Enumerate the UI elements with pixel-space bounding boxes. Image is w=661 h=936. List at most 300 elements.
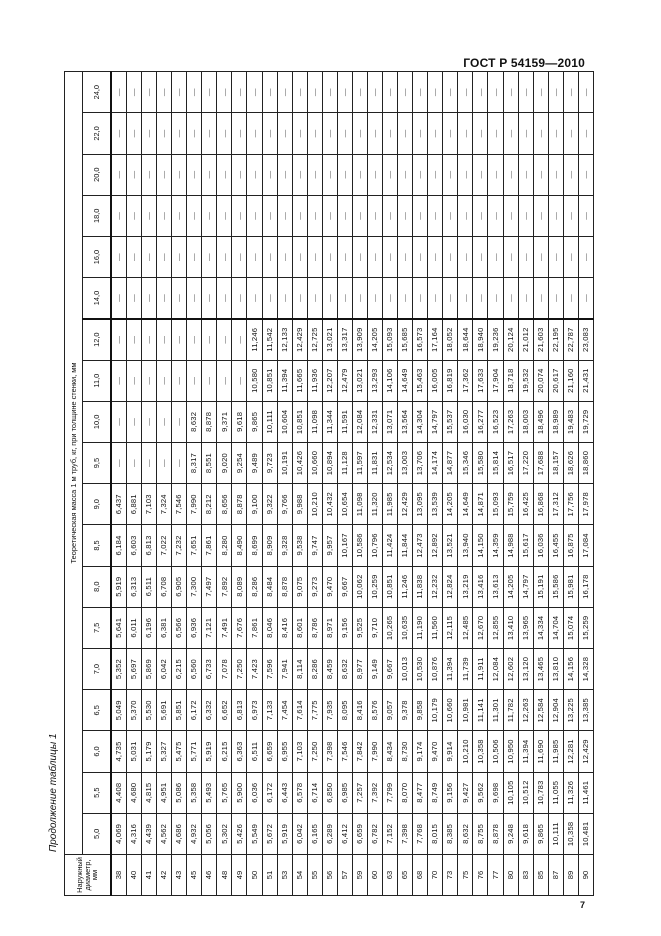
mass-cell: 7,861 bbox=[202, 525, 217, 566]
mass-cell: 5,056 bbox=[202, 813, 217, 854]
mass-cell: 9,562 bbox=[473, 772, 488, 813]
mass-cell: — bbox=[383, 154, 398, 195]
mass-cell: — bbox=[458, 278, 473, 319]
mass-cell: 10,660 bbox=[443, 690, 458, 731]
mass-cell: — bbox=[247, 236, 262, 277]
mass-cell: 9,698 bbox=[488, 772, 503, 813]
mass-cell: 17,312 bbox=[548, 484, 563, 525]
mass-cell: 9,470 bbox=[428, 731, 443, 772]
mass-cell: 21,603 bbox=[533, 319, 548, 360]
mass-cell: 17,756 bbox=[563, 484, 578, 525]
mass-cell: 6,511 bbox=[247, 731, 262, 772]
mass-cell: — bbox=[126, 442, 141, 483]
mass-cell: — bbox=[428, 154, 443, 195]
mass-cell: 7,022 bbox=[157, 525, 172, 566]
mass-cell: 14,106 bbox=[383, 360, 398, 401]
mass-cell: 4,932 bbox=[187, 813, 202, 854]
mass-cell: 4,815 bbox=[142, 772, 157, 813]
diameter-cell: 60 bbox=[367, 855, 382, 896]
mass-cell: — bbox=[533, 154, 548, 195]
mass-cell: 9,100 bbox=[247, 484, 262, 525]
mass-cell: 8,632 bbox=[458, 813, 473, 854]
mass-cell: — bbox=[488, 154, 503, 195]
mass-cell: 10,358 bbox=[563, 813, 578, 854]
mass-cell: 6,437 bbox=[111, 484, 127, 525]
mass-cell: — bbox=[367, 195, 382, 236]
mass-cell: 16,523 bbox=[488, 401, 503, 442]
mass-cell: 8,909 bbox=[262, 525, 277, 566]
mass-cell: 11,394 bbox=[443, 648, 458, 689]
table-row bbox=[337, 72, 352, 896]
mass-cell: 8,212 bbox=[202, 484, 217, 525]
mass-cell: — bbox=[488, 195, 503, 236]
mass-cell: 11,394 bbox=[518, 731, 533, 772]
mass-cell: 14,174 bbox=[428, 442, 443, 483]
mass-cell: — bbox=[172, 278, 187, 319]
mass-cell: — bbox=[458, 195, 473, 236]
mass-cell: 13,317 bbox=[337, 319, 352, 360]
table-row bbox=[473, 72, 488, 896]
mass-cell: — bbox=[322, 236, 337, 277]
mass-cell: 9,149 bbox=[367, 648, 382, 689]
mass-cell: 7,842 bbox=[352, 731, 367, 772]
mass-cell: 6,881 bbox=[126, 484, 141, 525]
mass-cell: 9,273 bbox=[307, 566, 322, 607]
mass-cell: — bbox=[443, 278, 458, 319]
mass-cell: 13,465 bbox=[533, 648, 548, 689]
mass-cell: — bbox=[503, 278, 518, 319]
mass-cell: 19,483 bbox=[563, 401, 578, 442]
mass-cell: 14,797 bbox=[518, 566, 533, 607]
mass-cell: — bbox=[398, 278, 413, 319]
mass-cell: 10,851 bbox=[292, 401, 307, 442]
mass-cell: 12,429 bbox=[292, 319, 307, 360]
mass-cell: 8,971 bbox=[322, 607, 337, 648]
mass-cell: 6,578 bbox=[292, 772, 307, 813]
mass-cell: 13,613 bbox=[488, 566, 503, 607]
mass-cell: 10,604 bbox=[277, 401, 292, 442]
mass-cell: 13,293 bbox=[367, 360, 382, 401]
mass-cell: — bbox=[126, 113, 141, 154]
mass-cell: — bbox=[413, 72, 428, 113]
mass-cell: 16,005 bbox=[428, 360, 443, 401]
mass-cell: 14,205 bbox=[443, 484, 458, 525]
mass-cell: — bbox=[232, 360, 247, 401]
mass-cell: 7,861 bbox=[247, 607, 262, 648]
mass-cell: — bbox=[533, 113, 548, 154]
mass-cell: 6,905 bbox=[172, 566, 187, 607]
mass-cell: — bbox=[217, 319, 232, 360]
mass-cell: 13,416 bbox=[473, 566, 488, 607]
mass-cell: 7,324 bbox=[157, 484, 172, 525]
mass-cell: 7,103 bbox=[142, 484, 157, 525]
table-row bbox=[277, 72, 292, 896]
mass-cell: 16,425 bbox=[518, 484, 533, 525]
mass-cell: 15,093 bbox=[383, 319, 398, 360]
mass-cell: 11,831 bbox=[367, 442, 382, 483]
mass-cell: 8,015 bbox=[428, 813, 443, 854]
mass-cell: — bbox=[172, 442, 187, 483]
mass-cell: 13,071 bbox=[383, 401, 398, 442]
mass-cell: — bbox=[232, 195, 247, 236]
mass-cell: — bbox=[563, 154, 578, 195]
mass-cell: — bbox=[563, 195, 578, 236]
thickness-header: 12,0 bbox=[83, 319, 111, 360]
mass-cell: 5,358 bbox=[187, 772, 202, 813]
mass-cell: 9,747 bbox=[307, 525, 322, 566]
mass-cell: 6,011 bbox=[126, 607, 141, 648]
mass-cell: — bbox=[157, 72, 172, 113]
mass-cell: — bbox=[292, 236, 307, 277]
mass-cell: 17,688 bbox=[533, 442, 548, 483]
mass-cell: 11,782 bbox=[503, 690, 518, 731]
mass-cell: — bbox=[172, 236, 187, 277]
mass-cell: — bbox=[398, 195, 413, 236]
mass-cell: 6,215 bbox=[217, 731, 232, 772]
mass-cell: 7,121 bbox=[202, 607, 217, 648]
mass-cell: 8,459 bbox=[322, 648, 337, 689]
mass-cell: — bbox=[157, 319, 172, 360]
mass-cell: 22,787 bbox=[563, 319, 578, 360]
mass-cell: 9,618 bbox=[518, 813, 533, 854]
table-row bbox=[548, 72, 563, 896]
mass-cell: 9,378 bbox=[398, 690, 413, 731]
mass-cell: 13,021 bbox=[352, 360, 367, 401]
mass-cell: — bbox=[292, 278, 307, 319]
mass-cell: 11,985 bbox=[383, 484, 398, 525]
mass-cell: — bbox=[247, 278, 262, 319]
mass-cell: — bbox=[563, 278, 578, 319]
mass-cell: — bbox=[352, 236, 367, 277]
table-body bbox=[111, 72, 594, 896]
mass-cell: — bbox=[126, 278, 141, 319]
mass-cell: — bbox=[578, 195, 593, 236]
mass-cell: 6,511 bbox=[142, 566, 157, 607]
mass-cell: 5,475 bbox=[172, 731, 187, 772]
mass-cell: — bbox=[518, 236, 533, 277]
document-code: ГОСТ Р 54159—2010 bbox=[463, 56, 585, 70]
mass-cell: 10,426 bbox=[292, 442, 307, 483]
table-row bbox=[232, 72, 247, 896]
mass-cell: 6,813 bbox=[232, 690, 247, 731]
mass-cell: 14,877 bbox=[443, 442, 458, 483]
mass-cell: 5,900 bbox=[232, 772, 247, 813]
mass-cell: 9,858 bbox=[413, 690, 428, 731]
mass-cell: 11,985 bbox=[548, 731, 563, 772]
mass-cell: 6,042 bbox=[157, 648, 172, 689]
mass-cell: 6,652 bbox=[217, 690, 232, 731]
mass-cell: — bbox=[142, 154, 157, 195]
mass-cell: — bbox=[533, 236, 548, 277]
mass-cell: — bbox=[398, 236, 413, 277]
mass-cell: — bbox=[578, 278, 593, 319]
mass-cell: 17,084 bbox=[578, 525, 593, 566]
mass-cell: 13,965 bbox=[518, 607, 533, 648]
table-row bbox=[428, 72, 443, 896]
mass-cell: 5,049 bbox=[111, 690, 127, 731]
mass-cell: 15,617 bbox=[518, 525, 533, 566]
diameter-cell: 75 bbox=[458, 855, 473, 896]
mass-cell: — bbox=[262, 278, 277, 319]
mass-cell: 10,111 bbox=[262, 401, 277, 442]
mass-cell: 8,286 bbox=[247, 566, 262, 607]
mass-cell: 6,936 bbox=[187, 607, 202, 648]
mass-cell: — bbox=[307, 278, 322, 319]
table-row bbox=[458, 72, 473, 896]
mass-cell: — bbox=[217, 72, 232, 113]
mass-cell: 9,156 bbox=[337, 607, 352, 648]
table-row bbox=[488, 72, 503, 896]
mass-cell: 10,950 bbox=[503, 731, 518, 772]
diameter-cell: 59 bbox=[352, 855, 367, 896]
mass-cell: — bbox=[383, 195, 398, 236]
mass-cell: 14,871 bbox=[473, 484, 488, 525]
mass-cell: 10,635 bbox=[398, 607, 413, 648]
mass-cell: 5,851 bbox=[172, 690, 187, 731]
mass-cell: — bbox=[187, 154, 202, 195]
mass-cell: 14,797 bbox=[428, 401, 443, 442]
table-row bbox=[398, 72, 413, 896]
mass-cell: 10,167 bbox=[337, 525, 352, 566]
mass-cell: 8,089 bbox=[232, 566, 247, 607]
mass-cell: 14,649 bbox=[398, 360, 413, 401]
mass-cell: 23,083 bbox=[578, 319, 593, 360]
mass-cell: 15,586 bbox=[548, 566, 563, 607]
mass-cell: — bbox=[262, 113, 277, 154]
mass-cell: — bbox=[111, 154, 127, 195]
table-row bbox=[383, 72, 398, 896]
mass-cell: — bbox=[428, 236, 443, 277]
mass-cell: 9,020 bbox=[217, 442, 232, 483]
mass-cell: 5,697 bbox=[126, 648, 141, 689]
mass-cell: — bbox=[428, 195, 443, 236]
mass-cell: — bbox=[337, 113, 352, 154]
diameter-cell: 65 bbox=[398, 855, 413, 896]
mass-cell: 10,530 bbox=[413, 648, 428, 689]
mass-cell: — bbox=[518, 154, 533, 195]
mass-cell: — bbox=[337, 195, 352, 236]
diameter-header: Наружный диаметр, мм bbox=[65, 855, 111, 896]
mass-cell: 10,265 bbox=[383, 607, 398, 648]
mass-cell: 8,977 bbox=[352, 648, 367, 689]
mass-cell: 10,191 bbox=[277, 442, 292, 483]
mass-cell: 6,313 bbox=[126, 566, 141, 607]
table-row bbox=[413, 72, 428, 896]
mass-cell: 11,542 bbox=[262, 319, 277, 360]
mass-cell: 11,141 bbox=[473, 690, 488, 731]
table-row bbox=[247, 72, 262, 896]
mass-cell: 14,304 bbox=[413, 401, 428, 442]
mass-cell: 9,470 bbox=[322, 566, 337, 607]
mass-cell: — bbox=[111, 72, 127, 113]
diameter-cell: 42 bbox=[157, 855, 172, 896]
mass-cell: 8,551 bbox=[202, 442, 217, 483]
mass-cell: — bbox=[383, 236, 398, 277]
mass-cell: 17,633 bbox=[473, 360, 488, 401]
mass-cell: 7,651 bbox=[187, 525, 202, 566]
mass-cell: 6,708 bbox=[157, 566, 172, 607]
mass-cell: 8,114 bbox=[292, 648, 307, 689]
mass-cell: — bbox=[232, 113, 247, 154]
mass-cell: — bbox=[217, 278, 232, 319]
mass-cell: — bbox=[142, 442, 157, 483]
mass-cell: 9,156 bbox=[443, 772, 458, 813]
mass-cell: 13,225 bbox=[563, 690, 578, 731]
mass-cell: 5,086 bbox=[172, 772, 187, 813]
mass-cell: 14,334 bbox=[533, 607, 548, 648]
mass-cell: 16,178 bbox=[578, 566, 593, 607]
thickness-header: 16,0 bbox=[83, 236, 111, 277]
mass-cell: — bbox=[292, 154, 307, 195]
mass-cell: — bbox=[262, 195, 277, 236]
thickness-header-row bbox=[83, 72, 111, 896]
mass-cell: 9,322 bbox=[262, 484, 277, 525]
table-row bbox=[292, 72, 307, 896]
mass-cell: — bbox=[157, 360, 172, 401]
mass-cell: 6,443 bbox=[277, 772, 292, 813]
mass-cell: — bbox=[292, 72, 307, 113]
mass-cell: — bbox=[277, 236, 292, 277]
mass-cell: — bbox=[473, 113, 488, 154]
table-row bbox=[172, 72, 187, 896]
mass-cell: 11,690 bbox=[533, 731, 548, 772]
mass-cell: 7,546 bbox=[337, 731, 352, 772]
mass-cell: 20,124 bbox=[503, 319, 518, 360]
mass-cell: 16,036 bbox=[533, 525, 548, 566]
mass-cell: — bbox=[232, 236, 247, 277]
mass-cell: — bbox=[217, 236, 232, 277]
mass-cell: 11,560 bbox=[428, 607, 443, 648]
mass-cell: 10,259 bbox=[367, 566, 382, 607]
diameter-cell: 56 bbox=[322, 855, 337, 896]
table-row bbox=[443, 72, 458, 896]
mass-cell: — bbox=[503, 72, 518, 113]
mass-cell: 20,074 bbox=[533, 360, 548, 401]
mass-cell: 5,031 bbox=[126, 731, 141, 772]
mass-cell: 9,427 bbox=[458, 772, 473, 813]
mass-cell: 9,538 bbox=[292, 525, 307, 566]
mass-cell: — bbox=[217, 360, 232, 401]
thickness-header: 10,0 bbox=[83, 401, 111, 442]
mass-cell: 18,157 bbox=[548, 442, 563, 483]
mass-cell: — bbox=[337, 154, 352, 195]
mass-cell: 11,739 bbox=[458, 648, 473, 689]
mass-cell: 9,618 bbox=[232, 401, 247, 442]
mass-cell: 12,084 bbox=[352, 401, 367, 442]
mass-cell: 12,479 bbox=[337, 360, 352, 401]
mass-cell: — bbox=[202, 319, 217, 360]
diameter-cell: 85 bbox=[533, 855, 548, 896]
mass-cell: 11,838 bbox=[413, 566, 428, 607]
mass-cell: — bbox=[322, 72, 337, 113]
mass-cell: 7,250 bbox=[307, 731, 322, 772]
mass-cell: — bbox=[443, 195, 458, 236]
mass-cell: — bbox=[578, 113, 593, 154]
mass-cell: — bbox=[277, 154, 292, 195]
mass-cell: 16,868 bbox=[533, 484, 548, 525]
mass-cell: — bbox=[443, 236, 458, 277]
mass-cell: 18,860 bbox=[578, 442, 593, 483]
mass-cell: — bbox=[247, 195, 262, 236]
mass-cell: — bbox=[262, 236, 277, 277]
mass-cell: — bbox=[322, 195, 337, 236]
mass-cell: 5,352 bbox=[111, 648, 127, 689]
mass-cell: 4,316 bbox=[126, 813, 141, 854]
mass-cell: — bbox=[322, 278, 337, 319]
mass-cell: — bbox=[443, 113, 458, 154]
mass-cell: — bbox=[126, 195, 141, 236]
diameter-cell: 76 bbox=[473, 855, 488, 896]
mass-cell: 10,981 bbox=[458, 690, 473, 731]
mass-cell: 6,172 bbox=[262, 772, 277, 813]
mass-cell: 8,280 bbox=[217, 525, 232, 566]
mass-cell: 13,021 bbox=[322, 319, 337, 360]
mass-cell: 16,277 bbox=[473, 401, 488, 442]
mass-cell: — bbox=[202, 236, 217, 277]
table-row bbox=[533, 72, 548, 896]
mass-cell: — bbox=[187, 360, 202, 401]
thickness-header: 7,0 bbox=[83, 648, 111, 689]
mass-cell: 10,654 bbox=[337, 484, 352, 525]
mass-cell: 7,596 bbox=[262, 648, 277, 689]
mass-cell: — bbox=[111, 278, 127, 319]
thickness-header: 24,0 bbox=[83, 72, 111, 113]
mass-cell: 6,603 bbox=[126, 525, 141, 566]
mass-cell: 12,892 bbox=[428, 525, 443, 566]
mass-cell: — bbox=[142, 113, 157, 154]
mass-cell: 14,150 bbox=[473, 525, 488, 566]
mass-cell: 15,537 bbox=[443, 401, 458, 442]
mass-cell: — bbox=[352, 195, 367, 236]
mass-cell: 10,013 bbox=[398, 648, 413, 689]
mass-cell: 4,408 bbox=[111, 772, 127, 813]
mass-cell: 6,973 bbox=[247, 690, 262, 731]
mass-cell: — bbox=[277, 113, 292, 154]
mass-cell: 11,394 bbox=[277, 360, 292, 401]
table-caption: Продолжение таблицы 1 bbox=[48, 733, 59, 852]
mass-cell: — bbox=[202, 195, 217, 236]
mass-cell: — bbox=[187, 195, 202, 236]
mass-cell: — bbox=[443, 72, 458, 113]
mass-cell: 6,714 bbox=[307, 772, 322, 813]
diameter-cell: 90 bbox=[578, 855, 593, 896]
mass-cell: — bbox=[111, 113, 127, 154]
mass-cell: 13,706 bbox=[413, 442, 428, 483]
mass-cell: 16,517 bbox=[503, 442, 518, 483]
mass-cell: 15,074 bbox=[563, 607, 578, 648]
mass-cell: — bbox=[307, 113, 322, 154]
mass-cell: — bbox=[443, 154, 458, 195]
mass-cell: 8,576 bbox=[367, 690, 382, 731]
mass-cell: — bbox=[292, 113, 307, 154]
mass-cell: — bbox=[428, 113, 443, 154]
mass-cell: 5,691 bbox=[157, 690, 172, 731]
mass-cell: 7,546 bbox=[172, 484, 187, 525]
diameter-cell: 80 bbox=[503, 855, 518, 896]
mass-cell: 12,232 bbox=[428, 566, 443, 607]
mass-cell: 6,165 bbox=[307, 813, 322, 854]
mass-cell: 19,532 bbox=[518, 360, 533, 401]
mass-cell: 5,672 bbox=[262, 813, 277, 854]
mass-cell: 7,232 bbox=[172, 525, 187, 566]
mass-cell: — bbox=[352, 72, 367, 113]
mass-cell: 8,878 bbox=[488, 813, 503, 854]
mass-cell: 6,813 bbox=[142, 525, 157, 566]
mass-cell: 9,865 bbox=[247, 401, 262, 442]
mass-cell: — bbox=[217, 195, 232, 236]
mass-cell: 13,219 bbox=[458, 566, 473, 607]
mass-cell: 4,069 bbox=[111, 813, 127, 854]
